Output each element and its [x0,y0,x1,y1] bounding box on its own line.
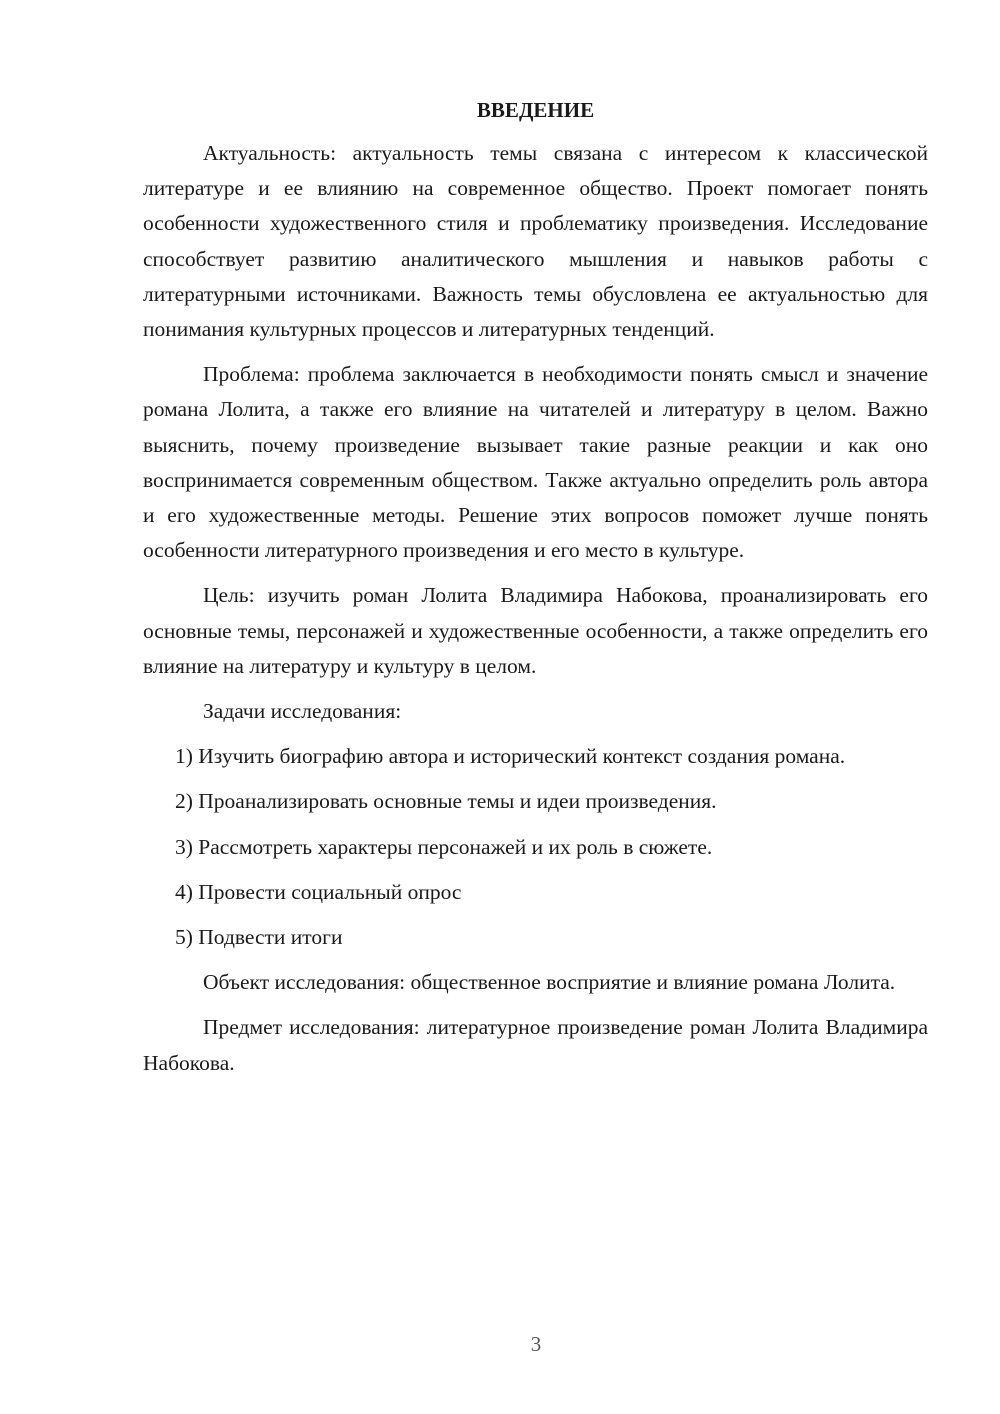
problem-paragraph: Проблема: проблема заключается в необходимости понять смысл и значение романа Лолита, а также его влияние на читателей и литературу в целом. Важно выяснить, почему произведение вызывает такие разные реакции и как оно воспринимается современным обществом. Также актуально определить роль автора и его художественные методы. Решение этих вопросов поможет лучше понять особенности литературного произведения и его место в культуре. [143,362,928,563]
page-number: 3 [530,1332,542,1356]
task-item: 2) Проанализировать основные темы и идеи произведения. [175,789,717,814]
task-item: 3) Рассмотреть характеры персонажей и их роль в сюжете. [175,834,713,859]
relevance-paragraph: Актуальность: актуальность темы связана с интересом к классической литературе и ее влиянию на современное общество. Проект помогает понять особенности художественного стиля и проблематику произведения. Исследование способствует развитию аналитического мышления и навыков работы с литературными источниками. Важность темы обусловлена ее актуальностью для понимания культурных процессов и литературных тенденций. [143,141,928,342]
task-item: 4) Провести социальный опрос [175,879,462,904]
task-item: 1) Изучить биографию автора и исторический контекст создания романа. [175,744,846,769]
page-heading: ВВЕДЕНИЕ [476,98,595,122]
tasks-title: Задачи исследования: [203,699,402,724]
page-body [143,92,928,1091]
subject-paragraph: Предмет исследования: литературное произведение роман Лолита Владимира Набокова. [143,1015,928,1075]
goal-paragraph: Цель: изучить роман Лолита Владимира Набокова, проанализировать его основные темы, персонажей и художественные особенности, а также определить его влияние на литературу и культуру в целом. [143,583,928,678]
object-paragraph: Объект исследования: общественное восприятие и влияние романа Лолита. [203,970,896,995]
task-item: 5) Подвести итоги [175,925,343,950]
